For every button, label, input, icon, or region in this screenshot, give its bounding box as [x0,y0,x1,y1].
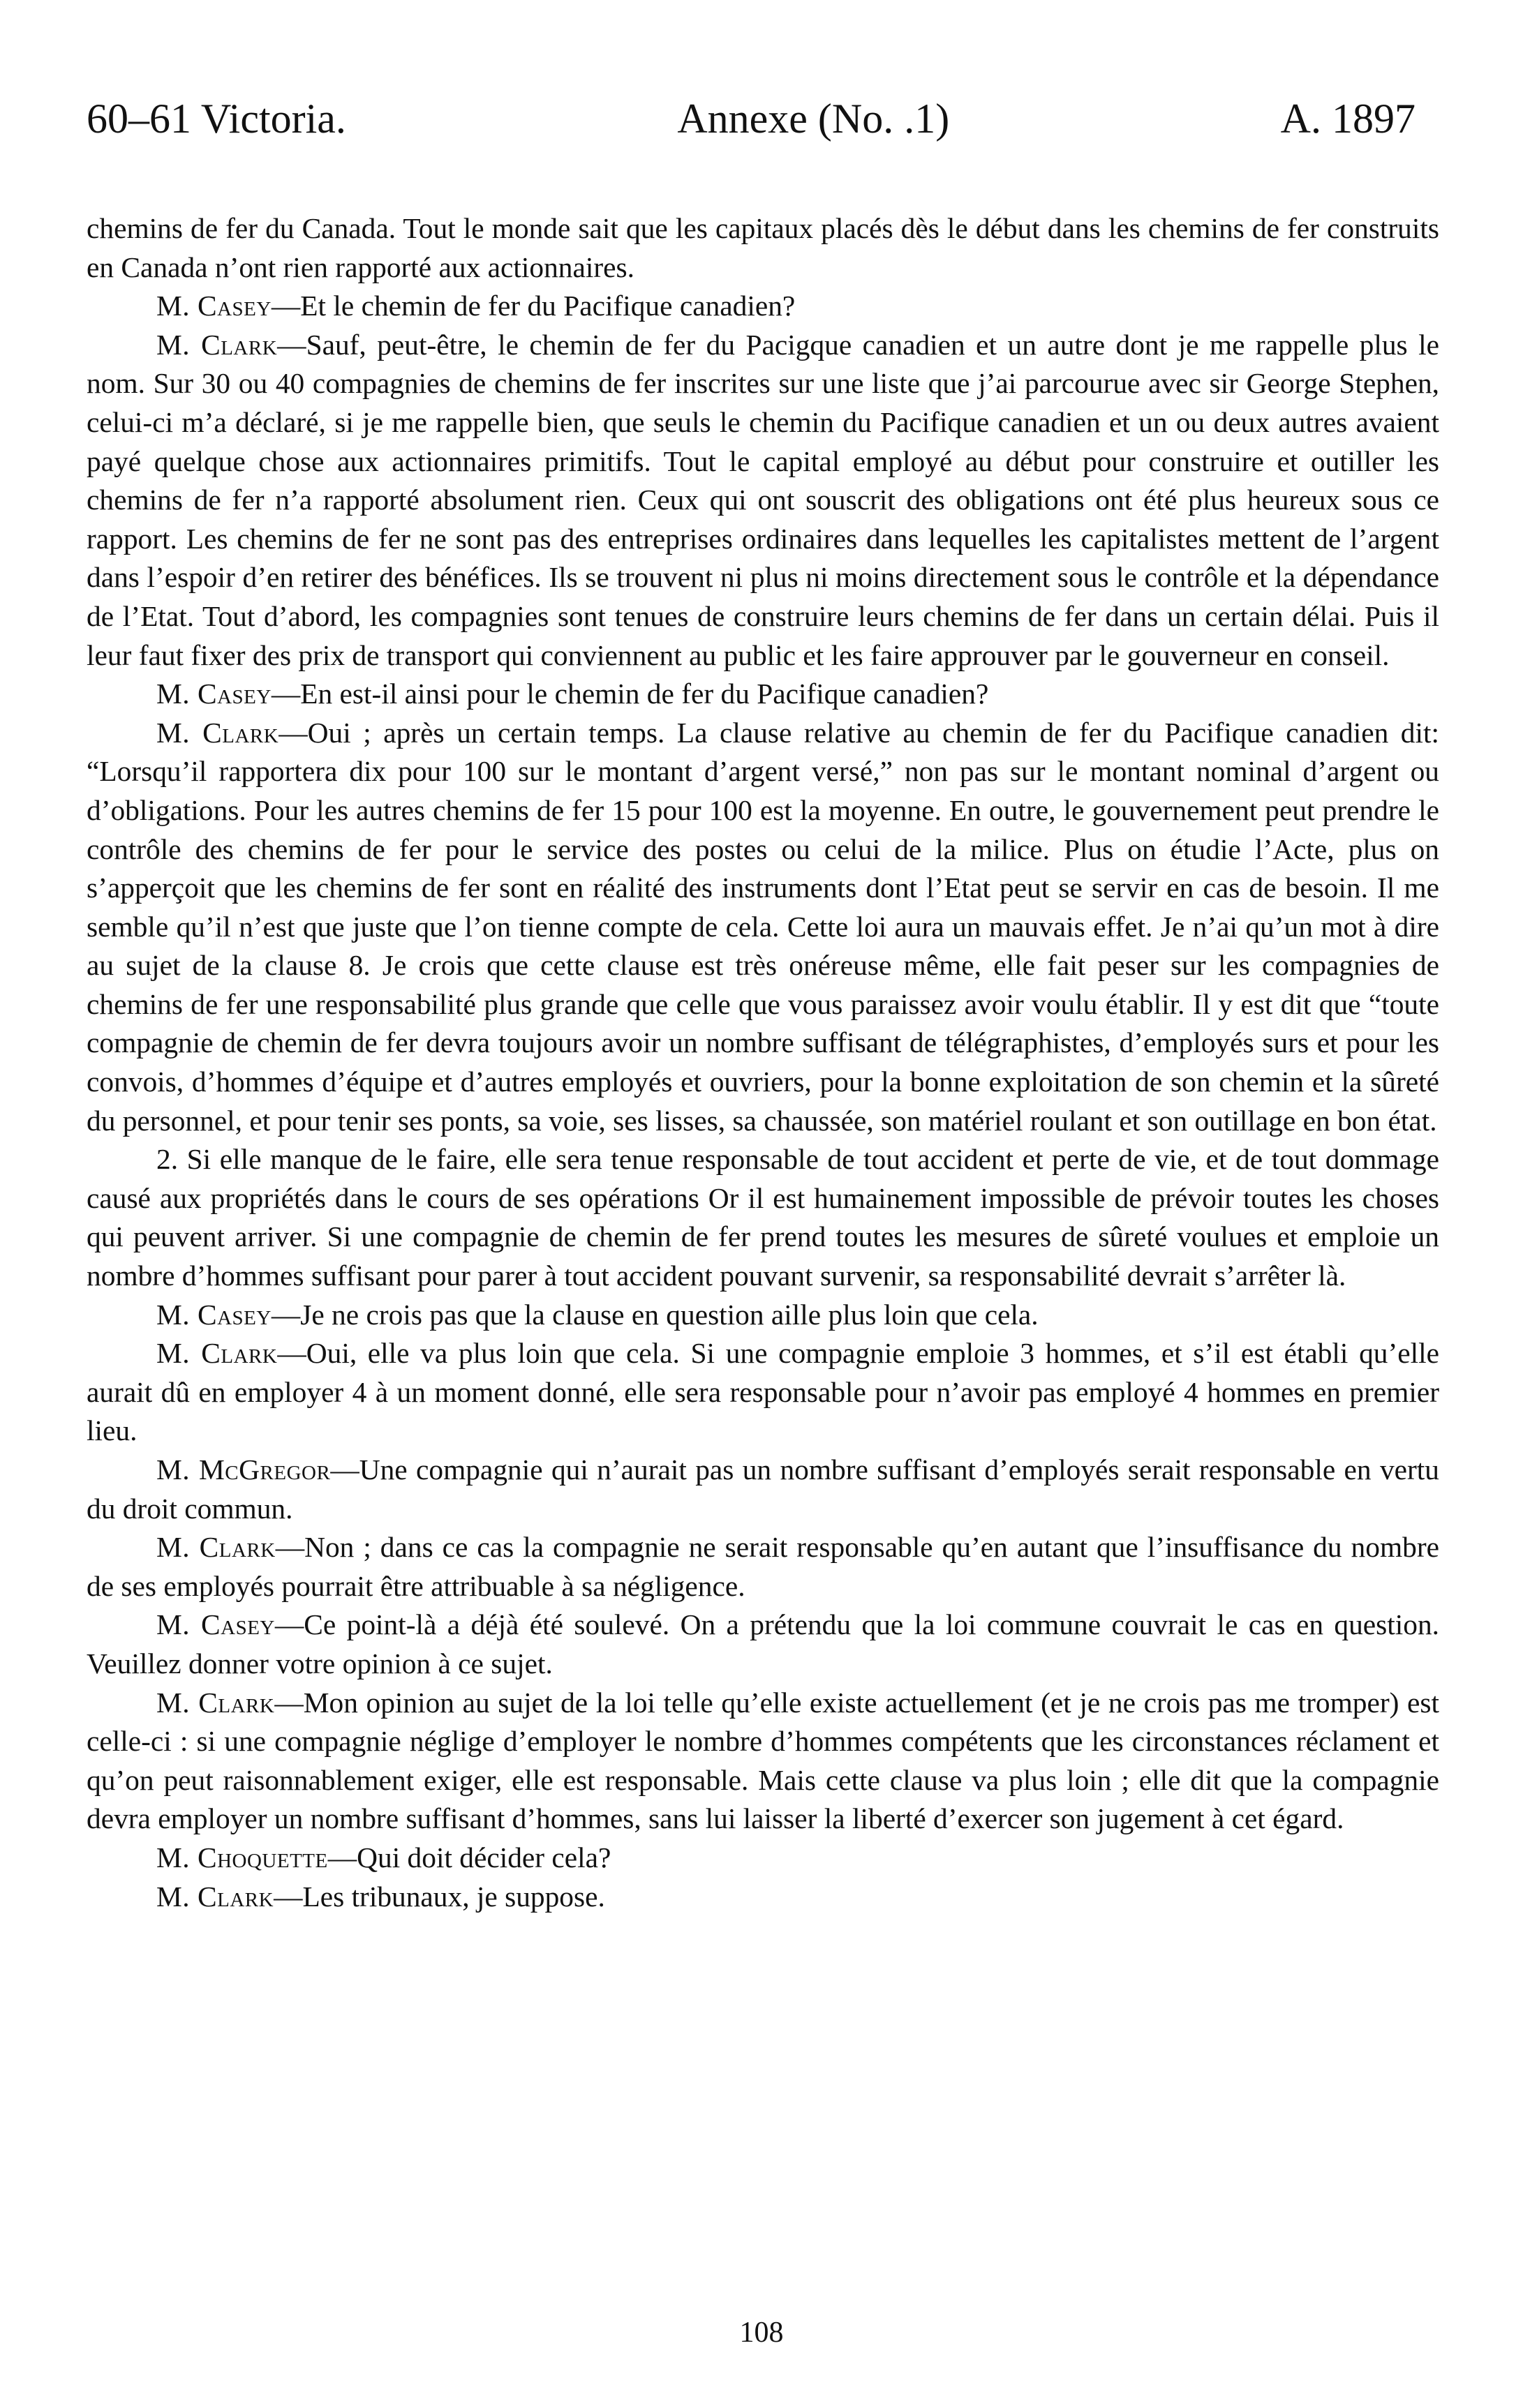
paragraph-text: —Mon opinion au sujet de la loi telle qu’elle existe actuellement (et je ne crois pas me tromper) est celle-ci : si une compagnie néglige d’employer le nombre d’hommes compétents que les circonstances réclament et qu’on peut raisonnablement exiger, elle est responsable. Mais cette clause va plus loin ; elle dit que la compagnie devra employer un nombre suffisant d’hommes, sans lui laisser la liberté d’exercer son jugement à cet égard. [87,1686,1439,1835]
speaker-name: M. Casey [156,1298,272,1331]
paragraph [87,1684,1439,1839]
paragraph-text: —Ce point-là a déjà été soulevé. On a prétendu que la loi commune couvrait le cas en question. Veuillez donner votre opinion à ce sujet. [87,1608,1439,1680]
paragraph [87,209,1439,287]
paragraph [87,1296,1439,1335]
paragraph [87,1140,1439,1295]
speaker-name: M. Clark [156,716,279,749]
paragraph-text: —Les tribunaux, je suppose. [274,1880,605,1913]
page-number: 108 [739,2317,784,2349]
speaker-name: M. Casey [156,678,272,710]
speaker-name: M. Casey [156,290,272,322]
paragraph-text: —Oui ; après un certain temps. La clause relative au chemin de fer du Pacifique canadien dit: “Lorsqu’il rapportera dix pour 100 sur le montant d’argent versé,” non pas sur le montant nominal d’argent ou d’obligations. Pour les autres chemins de fer 15 pour 100 est la moyenne. En outre, le gouvernement peut prendre le contrôle des chemins de fer pour le service des postes ou celui de la milice. Plus on étudie l’Acte, plus on s’apperçoit que les chemins de fer sont en réalité des instruments dont l’Etat peut se servir en cas de besoin. Il me semble qu’il n’est que juste que l’on tienne compte de cela. Cette loi aura un mauvais effet. Je n’ai qu’un mot à dire au sujet de la clause 8. Je crois que cette clause est très onéreuse même, elle fait peser sur les compagnies de chemins de fer une responsabilité plus grande que celle que vous paraissez avoir voulu établir. Il y est dit que “toute compagnie de chemin de fer devra toujours avoir un nombre suffisant de télégraphistes, d’employés surs et pour les convois, d’hommes d’équipe et d’autres employés et ouvriers, pour la bonne exploitation de son chemin et la sûreté du personnel, et pour tenir ses ponts, sa voie, ses lisses, sa chaussée, son matériel roulant et son outillage en bon état. [87,716,1439,1137]
header-session: 60–61 Victoria. [87,96,346,142]
paragraph-text: —Qui doit décider cela? [327,1841,611,1874]
header-title: Annexe (No. .1) [677,96,950,142]
speaker-name: M. Casey [156,1608,275,1641]
paragraph-text: 2. Si elle manque de le faire, elle sera tenue responsable de tout accident et perte de vie, et de tout dommage causé aux propriétés dans le cours de ses opérations Or il est humainement impossible de prévoir toutes les choses qui peuvent arriver. Si une compagnie de chemin de fer prend toutes les mesures de sûreté voulues et emploie un nombre d’hommes suffisant pour parer à tout accident pouvant survenir, sa responsabilité devrait s’arrêter là. [87,1143,1439,1292]
running-header [87,98,1439,140]
paragraph-text: —Oui, elle va plus loin que cela. Si une compagnie emploie 3 hommes, et s’il est établi qu’elle aurait dû en employer 4 à un moment donné, elle sera responsable pour n’avoir pas employé 4 hommes en premier lieu. [87,1337,1439,1447]
paragraph [87,675,1439,714]
paragraph-text: —Une compagnie qui n’aurait pas un nombre suffisant d’employés serait responsable en vertu du droit commun. [87,1453,1439,1525]
paragraph [87,1878,1439,1917]
speaker-name: M. McGregor [156,1453,331,1486]
paragraph [87,1606,1439,1683]
document-body [87,209,1439,1916]
paragraph [87,287,1439,326]
speaker-name: M. Choquette [156,1841,328,1874]
paragraph-text: —Non ; dans ce cas la compagnie ne serait responsable qu’en autant que l’insuffisance du nombre de ses employés pourrait être attribuable à sa négligence. [87,1531,1439,1602]
speaker-name: M. Clark [156,1686,275,1719]
paragraph [87,1839,1439,1878]
header-year: A. 1897 [1280,96,1416,142]
paragraph-text: —En est-il ainsi pour le chemin de fer du Pacifique canadien? [271,678,989,710]
paragraph-text: chemins de fer du Canada. Tout le monde sait que les capitaux placés dès le début dans les chemins de fer construits en Canada n’ont rien rapporté aux actionnaires. [87,212,1439,283]
paragraph-text: —Je ne crois pas que la clause en question aille plus loin que cela. [271,1298,1039,1331]
paragraph [87,714,1439,1141]
paragraph [87,1528,1439,1606]
paragraph [87,1334,1439,1451]
speaker-name: M. Clark [156,1337,278,1370]
paragraph [87,1451,1439,1528]
speaker-name: M. Clark [156,1531,276,1564]
speaker-name: M. Clark [156,328,278,361]
speaker-name: M. Clark [156,1880,274,1913]
paragraph-text: —Et le chemin de fer du Pacifique canadien? [271,290,796,322]
paragraph [87,326,1439,675]
paragraph-text: —Sauf, peut-être, le chemin de fer du Pacigque canadien et un autre dont je me rappelle plus le nom. Sur 30 ou 40 compagnies de chemins de fer inscrites sur une liste que j’ai parcourue avec sir George Stephen, celui-ci m’a déclaré, si je me rappelle bien, que seuls le chemin du Pacifique canadien et un ou deux autres avaient payé quelque chose aux actionnaires primitifs. Tout le capital employé au début pour construire et outiller les chemins de fer n’a rapporté absolument rien. Ceux qui ont souscrit des obligations ont été plus heureux sous ce rapport. Les chemins de fer ne sont pas des entreprises ordinaires dans lequelles les capitalistes mettent de l’argent dans l’espoir d’en retirer des bénéfices. Ils se trouvent ni plus ni moins directement sous le contrôle et la dépendance de l’Etat. Tout d’abord, les compagnies sont tenues de construire leurs chemins de fer dans un certain délai. Puis il leur faut fixer des prix de transport qui conviennent au public et les faire approuver par le gouverneur en conseil. [87,328,1439,671]
